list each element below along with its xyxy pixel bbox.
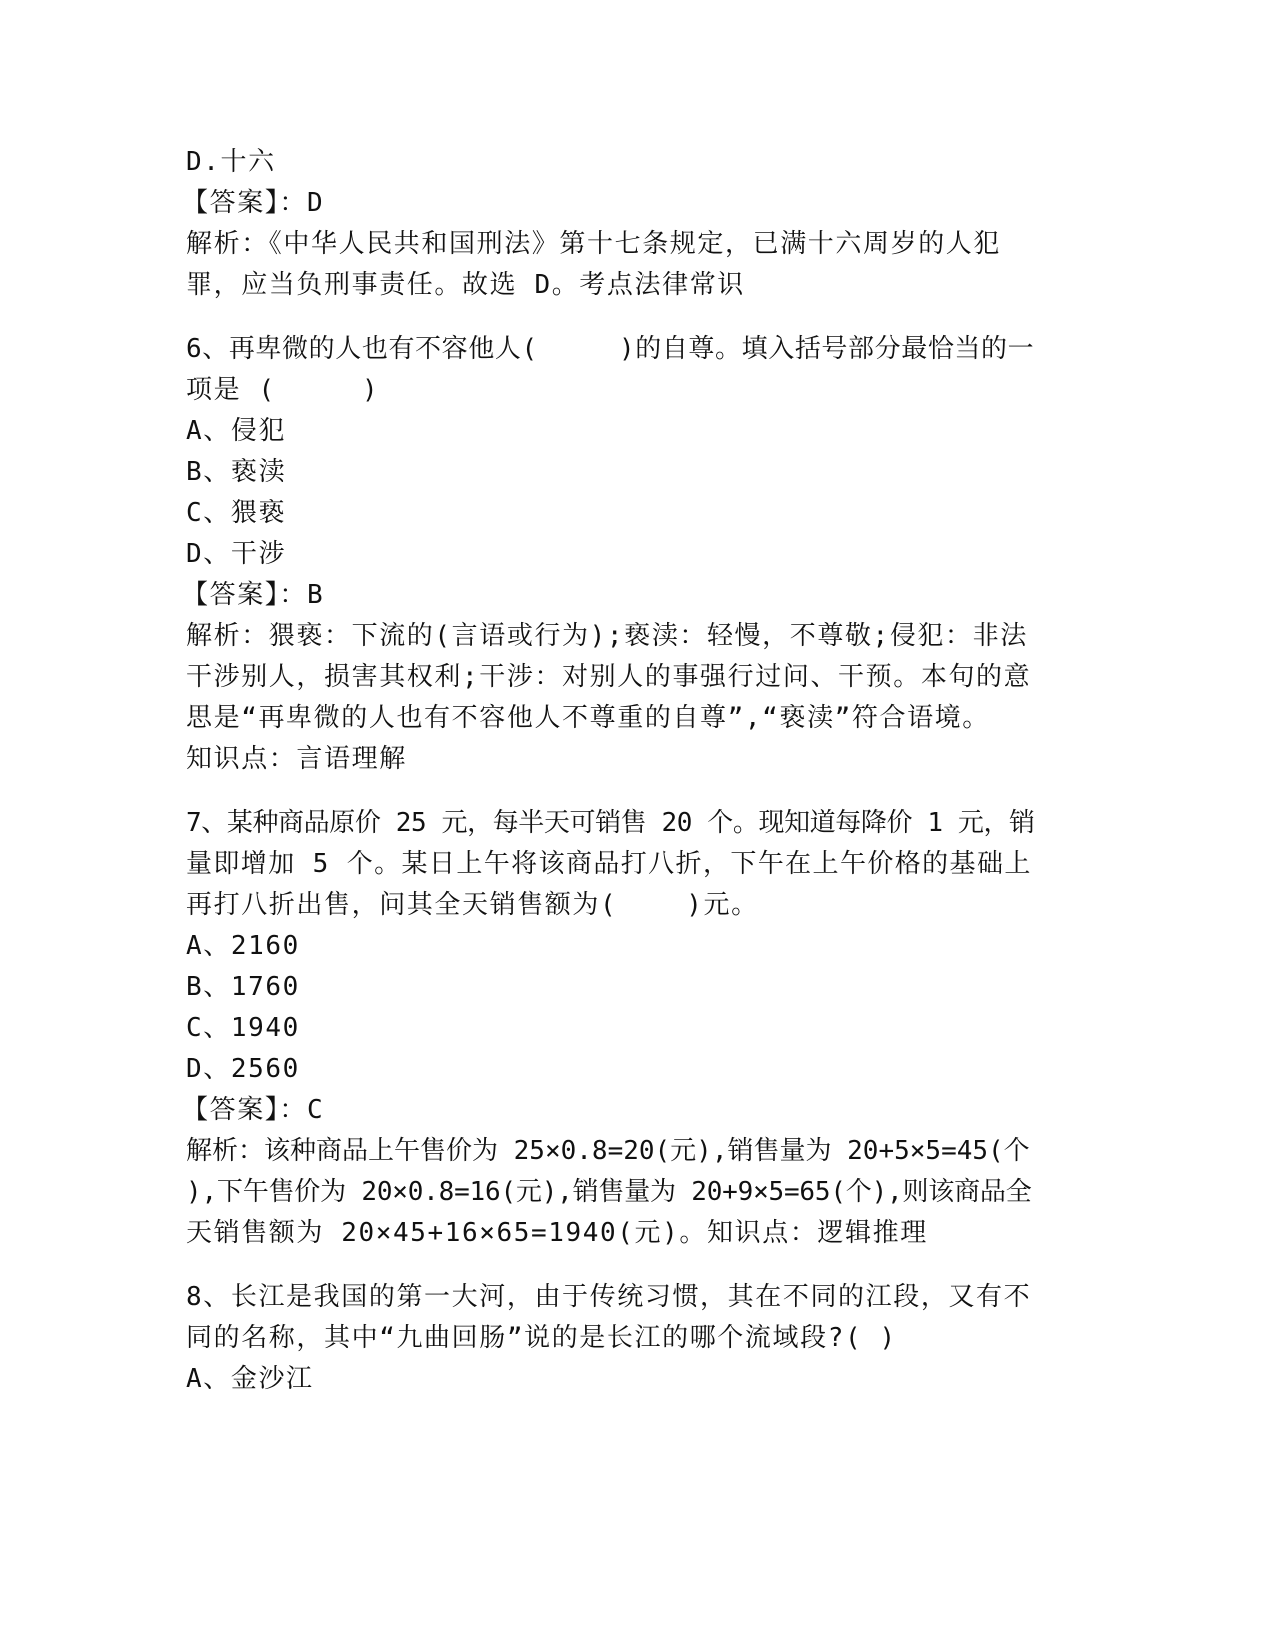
q6-option-c: C、猥亵 <box>186 498 287 528</box>
q6-analysis-line-3: 思是“再卑微的人也有不容他人不尊重的自尊”,“亵渎”符合语境。 <box>186 703 990 733</box>
q6-question-line-2: 项是 ( ) <box>186 375 380 405</box>
q6-analysis-line-1: 解析：猥亵：下流的(言语或行为);亵渎：轻慢，不尊敬;侵犯：非法 <box>186 621 1028 651</box>
q5-analysis-line-2: 罪，应当负刑事责任。故选 D。考点法律常识 <box>186 270 745 300</box>
q6-question-line-1: 6、再卑微的人也有不容他人( )的自尊。填入括号部分最恰当的一 <box>186 334 1035 364</box>
q5-answer: 【答案】：D <box>182 188 325 218</box>
q6-option-a: A、侵犯 <box>186 416 287 446</box>
q7-analysis-line-1: 解析：该种商品上午售价为 25×0.8=20(元),销售量为 20+5×5=45(个 <box>186 1136 1030 1166</box>
q6-option-d: D、干涉 <box>186 539 287 569</box>
q6-analysis-line-4: 知识点：言语理解 <box>186 744 407 774</box>
q5-analysis-line-1: 解析：《中华人民共和国刑法》第十七条规定，已满十六周岁的人犯 <box>186 229 1002 259</box>
q7-question-line-2: 量即增加 5 个。某日上午将该商品打八折，下午在上午价格的基础上 <box>186 849 1032 879</box>
q7-analysis-line-3: 天销售额为 20×45+16×65=1940(元)。知识点：逻辑推理 <box>186 1218 928 1248</box>
q7-option-d: D、2560 <box>186 1054 300 1084</box>
q7-option-c: C、1940 <box>186 1013 300 1043</box>
q8-option-a: A、金沙江 <box>186 1364 314 1394</box>
q5-option-d: D.十六 <box>186 147 276 177</box>
q7-option-b: B、1760 <box>186 972 300 1002</box>
q7-option-a: A、2160 <box>186 931 300 961</box>
q7-question-line-1: 7、某种商品原价 25 元，每半天可销售 20 个。现知道每降价 1 元，销 <box>186 808 1035 838</box>
q8-question-line-2: 同的名称，其中“九曲回肠”说的是长江的哪个流域段?( ) <box>186 1323 897 1353</box>
q6-option-b: B、亵渎 <box>186 457 287 487</box>
q8-question-line-1: 8、长江是我国的第一大河，由于传统习惯，其在不同的江段，又有不 <box>186 1282 1032 1312</box>
q7-question-line-3: 再打八折出售，问其全天销售额为( )元。 <box>186 890 759 920</box>
q7-analysis-line-2: ),下午售价为 20×0.8=16(元),销售量为 20+9×5=65(个),则该商品全 <box>186 1177 1032 1207</box>
q6-analysis-line-2: 干涉别人，损害其权利;干涉：对别人的事强行过问、干预。本句的意 <box>186 662 1032 692</box>
q6-answer: 【答案】：B <box>182 580 325 610</box>
q7-answer: 【答案】：C <box>182 1095 325 1125</box>
